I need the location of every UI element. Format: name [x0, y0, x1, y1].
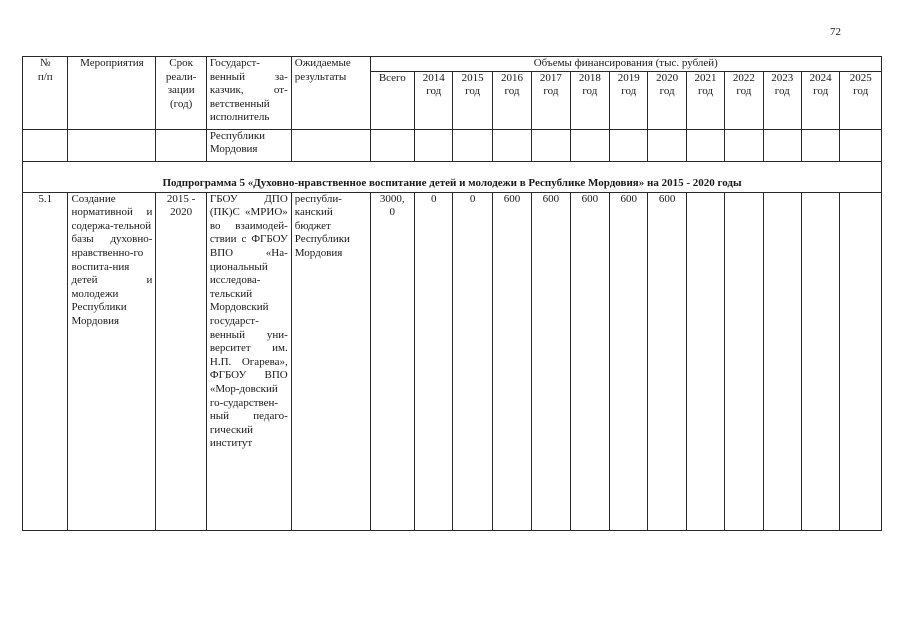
header-year-2017: 2017 год [532, 71, 570, 129]
row-funding-2024 [801, 192, 839, 530]
header-event: Мероприятия [68, 57, 156, 130]
continuation-row [23, 129, 882, 161]
row-funding-2018: 600 [570, 192, 609, 530]
header-year-2023: 2023 год [763, 71, 801, 129]
row-customer: ГБОУ ДПО (ПК)С «МРИО» во взаимодей-ствии с ФГБОУ ВПО «На-циональный исследова-тельский Мордовский государст-венный уни-верситет им. Н.П. Огарева», ФГБОУ ВПО «Мор-довский го-сударствен-ный педаго-гический институт [206, 192, 291, 530]
row-event: Создание нормативной и содержа-тельной базы духовно-нравственно-го воспита-ния детей и молодежи Республики Мордовия [68, 192, 156, 530]
header-term: Срок реали- зации (год) [156, 57, 207, 130]
header-num: № п/п [23, 57, 68, 130]
row-funding-2016: 600 [492, 192, 531, 530]
header-year-2016: 2016 год [492, 71, 531, 129]
row-funding-2023 [763, 192, 801, 530]
row-term: 2015 - 2020 [156, 192, 207, 530]
row-results: республи-канский бюджет Республики Мордовия [291, 192, 370, 530]
header-funding-title: Объемы финансирования (тыс. рублей) [370, 57, 881, 72]
header-year-2015: 2015 год [453, 71, 492, 129]
row-funding-2021 [686, 192, 724, 530]
row-funding-2020: 600 [648, 192, 686, 530]
table-row [23, 192, 882, 530]
header-year-2024: 2024 год [801, 71, 839, 129]
header-year-2018: 2018 год [570, 71, 609, 129]
header-year-2020: 2020 год [648, 71, 686, 129]
continuation-customer: Республики Мордовия [206, 129, 291, 161]
header-customer: Государст- венный за- казчик, от- ветственный исполнитель [206, 57, 291, 130]
header-year-2025: 2025 год [840, 71, 882, 129]
row-funding-2015: 0 [453, 192, 492, 530]
row-funding-2017: 600 [532, 192, 570, 530]
subprogram-title: Подпрограмма 5 «Духовно-нравственное воспитание детей и молодежи в Республике Мордовия» на 2015 - 2020 годы [23, 161, 882, 192]
row-funding-total: 3000, 0 [370, 192, 414, 530]
header-year-2021: 2021 год [686, 71, 724, 129]
row-funding-2025 [840, 192, 882, 530]
row-funding-2022 [725, 192, 763, 530]
funding-table [22, 56, 882, 531]
header-year-2019: 2019 год [610, 71, 648, 129]
row-funding-2014: 0 [415, 192, 453, 530]
subprogram-row [23, 161, 882, 192]
row-funding-2019: 600 [610, 192, 648, 530]
header-year-2014: 2014 год [415, 71, 453, 129]
page-number: 72 [830, 26, 841, 38]
header-row-1 [23, 57, 882, 72]
header-year-2022: 2022 год [725, 71, 763, 129]
row-num: 5.1 [23, 192, 68, 530]
header-funding-total: Всего [370, 71, 414, 129]
header-results: Ожидаемые результаты [291, 57, 370, 130]
